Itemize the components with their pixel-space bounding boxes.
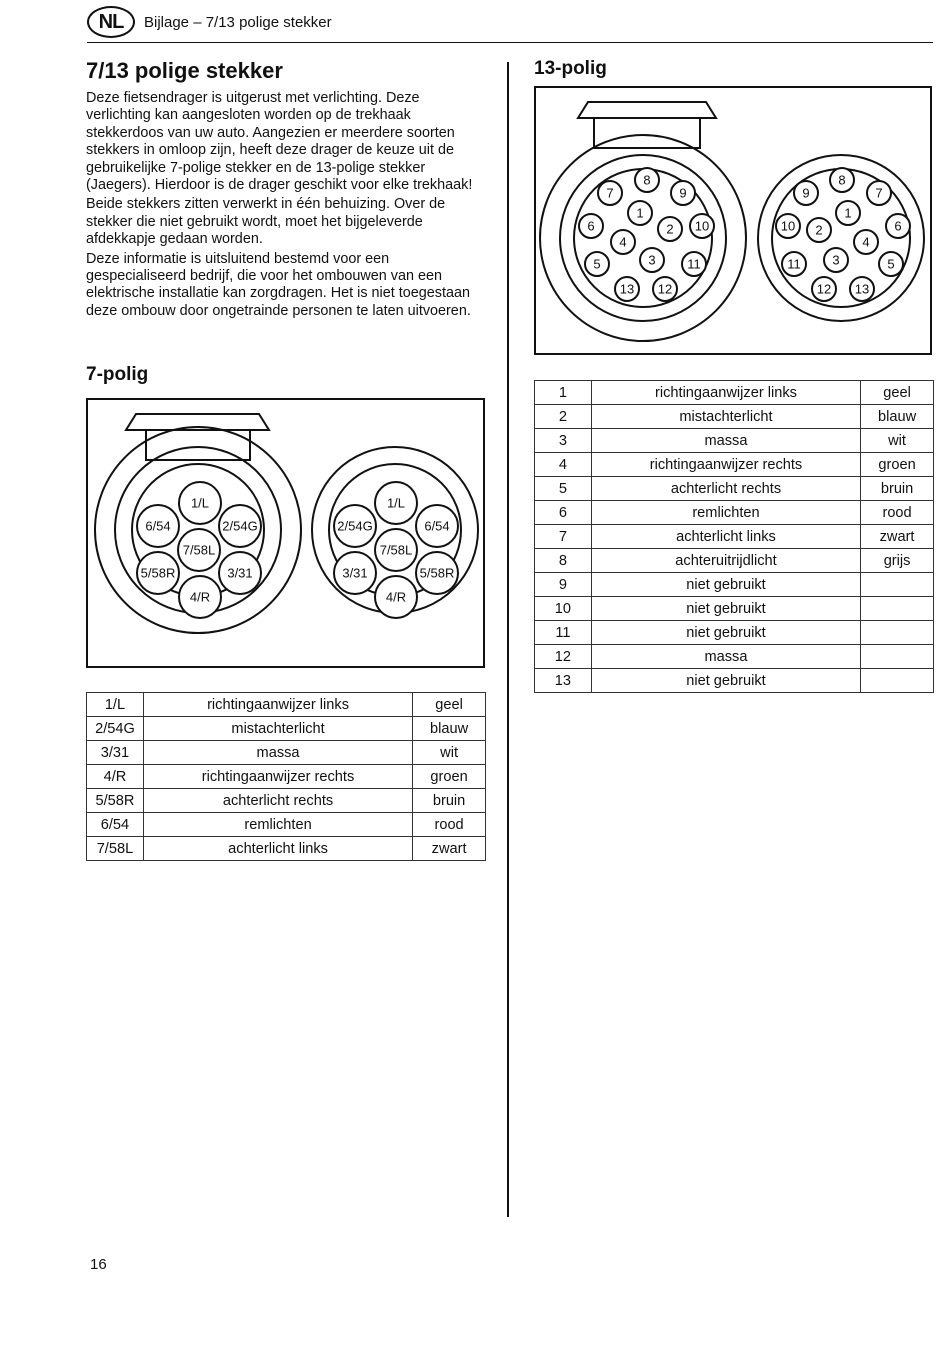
function-cell: achterlicht rechts — [143, 789, 412, 813]
color-cell — [861, 573, 934, 597]
diagram-7-polig — [86, 398, 485, 668]
table-row — [87, 693, 486, 717]
pin-cell: 6/54 — [87, 813, 144, 837]
pin-label: 6/54 — [424, 518, 450, 534]
function-cell: richtingaanwijzer rechts — [143, 765, 412, 789]
color-cell: bruin — [413, 789, 486, 813]
function-cell: richtingaanwijzer links — [143, 693, 412, 717]
pin-table-7-polig — [86, 692, 486, 861]
function-cell: massa — [591, 645, 860, 669]
column-divider — [507, 62, 509, 1217]
pin-label: 7 — [606, 185, 614, 201]
pin-label: 13 — [619, 281, 635, 297]
section-heading-13-polig: 13-polig — [534, 58, 607, 79]
color-cell: geel — [413, 693, 486, 717]
pin-table-13-polig — [534, 380, 934, 693]
color-cell: blauw — [413, 717, 486, 741]
pin-label: 2/54G — [222, 518, 258, 534]
pin-cell: 4/R — [87, 765, 144, 789]
pin-label: 10 — [694, 218, 710, 234]
pin-label: 6 — [587, 218, 595, 234]
pin-label: 1 — [636, 205, 644, 221]
pin-cell: 6 — [535, 501, 592, 525]
pin-label: 3/31 — [342, 565, 368, 581]
function-cell: achterlicht rechts — [591, 477, 860, 501]
table-row — [87, 717, 486, 741]
table-row — [87, 813, 486, 837]
pin-cell: 7 — [535, 525, 592, 549]
pin-label: 5/58R — [140, 565, 176, 581]
section-heading-7-polig: 7-polig — [86, 364, 149, 385]
pin-cell: 8 — [535, 549, 592, 573]
function-cell: massa — [143, 741, 412, 765]
pin-label: 8 — [838, 172, 846, 188]
function-cell: niet gebruikt — [591, 669, 860, 693]
pin-label: 5 — [593, 256, 601, 272]
table-row — [87, 765, 486, 789]
table-row — [535, 381, 934, 405]
function-cell: remlichten — [591, 501, 860, 525]
color-cell: geel — [861, 381, 934, 405]
intro-text — [86, 90, 486, 322]
table-row — [87, 837, 486, 861]
intro-paragraph: Deze informatie is uitsluitend bestemd voor een gespecialiseerd bedrijf, die voor het ombouwen van een elektrische installatie kan zorgdragen. Het is niet toegestaan deze ombouw door ongetrainde personen te laten uitvoeren. — [86, 250, 471, 319]
table-row — [535, 501, 934, 525]
pin-cell: 5 — [535, 477, 592, 501]
table-row — [535, 669, 934, 693]
intro-paragraph: Beide stekkers zitten verwerkt in één behuizing. Over de stekker die niet gebruikt wordt, moet het bijgeleverde afdekkapje gedaan worden. — [86, 196, 446, 248]
pin-cell: 2/54G — [87, 717, 144, 741]
pin-label: 10 — [780, 218, 796, 234]
header-divider — [87, 42, 933, 43]
pin-label: 11 — [687, 256, 701, 272]
pin-label: 3 — [832, 252, 840, 268]
color-cell: groen — [861, 453, 934, 477]
function-cell: massa — [591, 429, 860, 453]
pin-label: 7/58L — [182, 542, 216, 558]
pin-label: 3/31 — [227, 565, 253, 581]
pin-label: 4/R — [189, 589, 211, 605]
language-badge: NL — [87, 6, 135, 38]
table-row — [87, 741, 486, 765]
pin-label: 12 — [816, 281, 832, 297]
color-cell: bruin — [861, 477, 934, 501]
function-cell: richtingaanwijzer rechts — [591, 453, 860, 477]
function-cell: niet gebruikt — [591, 573, 860, 597]
pin-cell: 13 — [535, 669, 592, 693]
pin-label: 1/L — [386, 495, 406, 511]
pin-label: 5/58R — [419, 565, 455, 581]
pin-cell: 7/58L — [87, 837, 144, 861]
pin-label: 13 — [854, 281, 870, 297]
plug-outer-ring-left — [540, 135, 746, 341]
pin-label: 6/54 — [145, 518, 171, 534]
color-cell: wit — [413, 741, 486, 765]
function-cell: achteruitrijdlicht — [591, 549, 860, 573]
table-row — [535, 429, 934, 453]
function-cell: mistachterlicht — [591, 405, 860, 429]
function-cell: remlichten — [143, 813, 412, 837]
page-number: 16 — [90, 1256, 107, 1273]
pin-label: 9 — [679, 185, 687, 201]
table-row — [535, 597, 934, 621]
color-cell — [861, 645, 934, 669]
pin-cell: 12 — [535, 645, 592, 669]
pin-label: 7/58L — [379, 542, 413, 558]
color-cell: groen — [413, 765, 486, 789]
table-row — [535, 573, 934, 597]
color-cell: blauw — [861, 405, 934, 429]
function-cell: niet gebruikt — [591, 597, 860, 621]
pin-label: 7 — [875, 185, 883, 201]
pin-cell: 3 — [535, 429, 592, 453]
plug-cap-left — [578, 102, 716, 118]
pin-label: 4 — [619, 234, 627, 250]
table-row — [535, 477, 934, 501]
function-cell: richtingaanwijzer links — [591, 381, 860, 405]
pin-label: 1/L — [190, 495, 210, 511]
pin-label: 2/54G — [337, 518, 373, 534]
function-cell: niet gebruikt — [591, 621, 860, 645]
color-cell: zwart — [413, 837, 486, 861]
table-row — [535, 405, 934, 429]
color-cell: rood — [413, 813, 486, 837]
function-cell: achterlicht links — [591, 525, 860, 549]
pin-label: 3 — [648, 252, 656, 268]
page-title: 7/13 polige stekker — [86, 58, 283, 83]
page-header-title: Bijlage – 7/13 polige stekker — [144, 14, 332, 31]
pin-label: 4 — [862, 234, 870, 250]
function-cell: achterlicht links — [143, 837, 412, 861]
intro-paragraph: Deze fietsendrager is uitgerust met verlichting. Deze verlichting kan aangesloten worden op de trekhaak stekkerdoos van uw auto. Aangezien er meerdere soorten stekkers in omloop zijn, heeft deze drager de keuze uit de gebruikelijke 7-polige stekker en de 13-polige stekker (Jaegers). Hierdoor is de drager geschikt voor elke trekhaak! — [86, 90, 473, 194]
table-row — [535, 645, 934, 669]
pin-cell: 9 — [535, 573, 592, 597]
pin-label: 2 — [815, 222, 823, 238]
pin-label: 12 — [657, 281, 673, 297]
pin-label: 5 — [887, 256, 895, 272]
diagram-13-polig — [534, 86, 932, 355]
pin-label: 8 — [643, 172, 651, 188]
pin-label: 1 — [844, 205, 852, 221]
table-row — [535, 621, 934, 645]
pin-cell: 1 — [535, 381, 592, 405]
pin-label: 4/R — [385, 589, 407, 605]
pin-cell: 10 — [535, 597, 592, 621]
pin-cell: 5/58R — [87, 789, 144, 813]
table-row — [87, 789, 486, 813]
function-cell: mistachterlicht — [143, 717, 412, 741]
pin-cell: 11 — [535, 621, 592, 645]
pin-label: 6 — [894, 218, 902, 234]
pin-label: 9 — [802, 185, 810, 201]
color-cell — [861, 669, 934, 693]
color-cell: zwart — [861, 525, 934, 549]
table-row — [535, 453, 934, 477]
pin-cell: 3/31 — [87, 741, 144, 765]
pin-cell: 2 — [535, 405, 592, 429]
color-cell — [861, 621, 934, 645]
pin-label: 2 — [666, 221, 674, 237]
color-cell: grijs — [861, 549, 934, 573]
pin-cell: 4 — [535, 453, 592, 477]
color-cell — [861, 597, 934, 621]
color-cell: rood — [861, 501, 934, 525]
table-row — [535, 525, 934, 549]
table-row — [535, 549, 934, 573]
color-cell: wit — [861, 429, 934, 453]
pin-label: 11 — [787, 256, 801, 272]
pin-cell: 1/L — [87, 693, 144, 717]
